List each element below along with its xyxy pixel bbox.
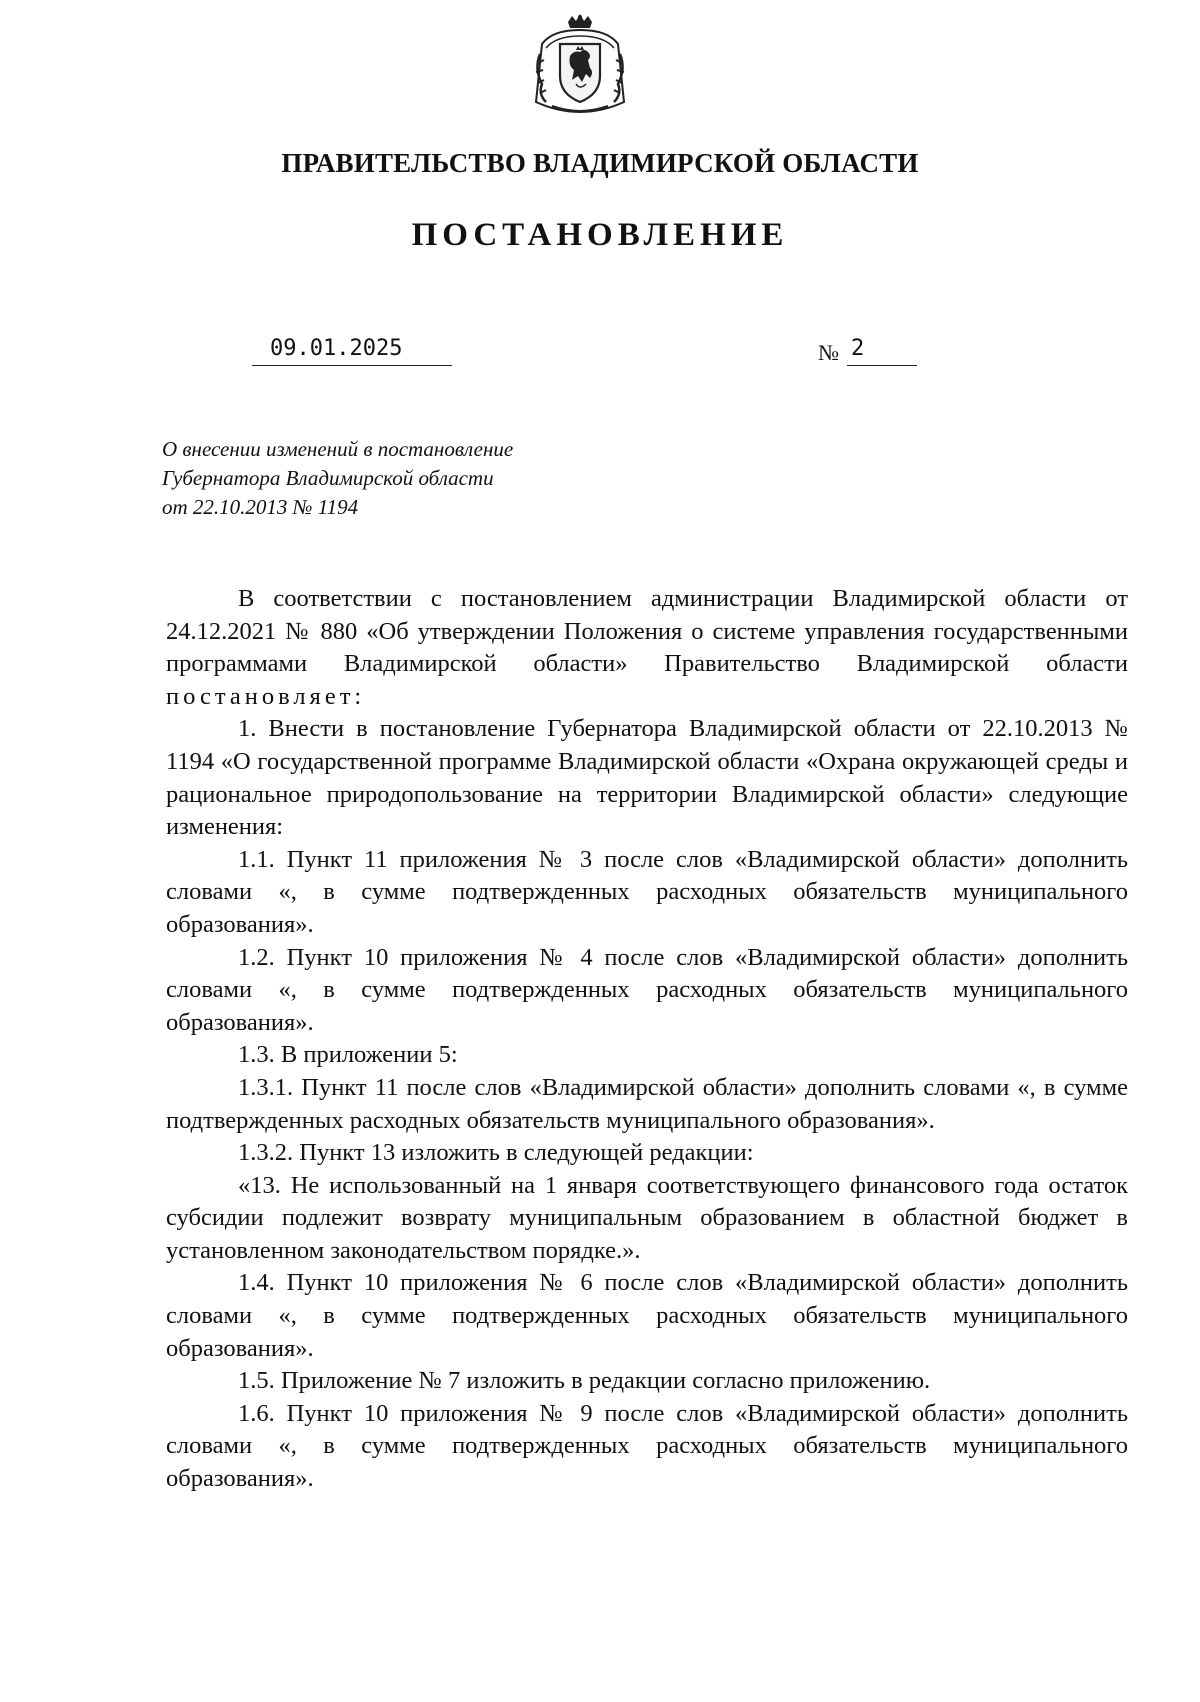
document-number-group [818, 336, 917, 366]
subject-line: О внесении изменений в постановление [162, 437, 514, 461]
paragraph-item-1-1: 1.1. Пункт 11 приложения № 3 после слов «Владимирской области» дополнить словами «, в сумме подтвержденных расходных обязательств муниципального образования». [166, 845, 1128, 938]
number-sign: № [818, 340, 839, 365]
document-number: 2 [847, 336, 917, 366]
document-date: 09.01.2025 [252, 336, 452, 366]
resolves-word: постановляет [166, 682, 355, 710]
document-type-title: ПОСТАНОВЛЕНИЕ [411, 217, 789, 253]
paragraph-preamble [166, 583, 1128, 713]
preamble-end: : [354, 682, 362, 710]
subject-line: от 22.10.2013 № 1194 [162, 495, 359, 519]
paragraph-item-1-2: 1.2. Пункт 10 приложения № 4 после слов «Владимирской области» дополнить словами «, в сумме подтвержденных расходных обязательств муниципального образования». [166, 943, 1128, 1036]
paragraph-quote-13: «13. Не использованный на 1 января соответствующего финансового года остаток субсидии подлежит возврату муниципальным образованием в областной бюджет в установленном законодательством порядке.». [166, 1171, 1128, 1264]
subject-line: Губернатора Владимирской области [162, 466, 494, 490]
paragraph-item-1-4: 1.4. Пункт 10 приложения № 6 после слов «Владимирской области» дополнить словами «, в сумме подтвержденных расходных обязательств муниципального образования». [166, 1269, 1128, 1362]
document-subject [162, 435, 513, 522]
document-body [166, 583, 1128, 1496]
coat-of-arms-emblem [532, 14, 628, 114]
paragraph-item-1: 1. Внести в постановление Губернатора Владимирской области от 22.10.2013 № 1194 «О государственной программе Владимирской области «Охрана окружающей среды и рациональное природопользование на территории Владимирской области» следующие изменения: [166, 715, 1128, 841]
paragraph-item-1-6: 1.6. Пункт 10 приложения № 9 после слов «Владимирской области» дополнить словами «, в сумме подтвержденных расходных обязательств муниципального образования». [166, 1399, 1128, 1493]
preamble-text: В соответствии с постановлением администрации Владимирской области от 24.12.2021 № 880 «Об утверждении Положения о системе управления государственными программами Владимирской области» Правительство Владимирской области [166, 585, 1128, 678]
government-title: ПРАВИТЕЛЬСТВО ВЛАДИМИРСКОЙ ОБЛАСТИ [281, 148, 919, 178]
paragraph-item-1-3: 1.3. В приложении 5: [238, 1041, 458, 1069]
paragraph-item-1-3-2: 1.3.2. Пункт 13 изложить в следующей редакции: [238, 1139, 754, 1167]
paragraph-item-1-5: 1.5. Приложение № 7 изложить в редакции согласно приложению. [238, 1367, 931, 1395]
paragraph-item-1-3-1: 1.3.1. Пункт 11 после слов «Владимирской области» дополнить словами «, в сумме подтвержденных расходных обязательств муниципального образования». [166, 1073, 1128, 1134]
